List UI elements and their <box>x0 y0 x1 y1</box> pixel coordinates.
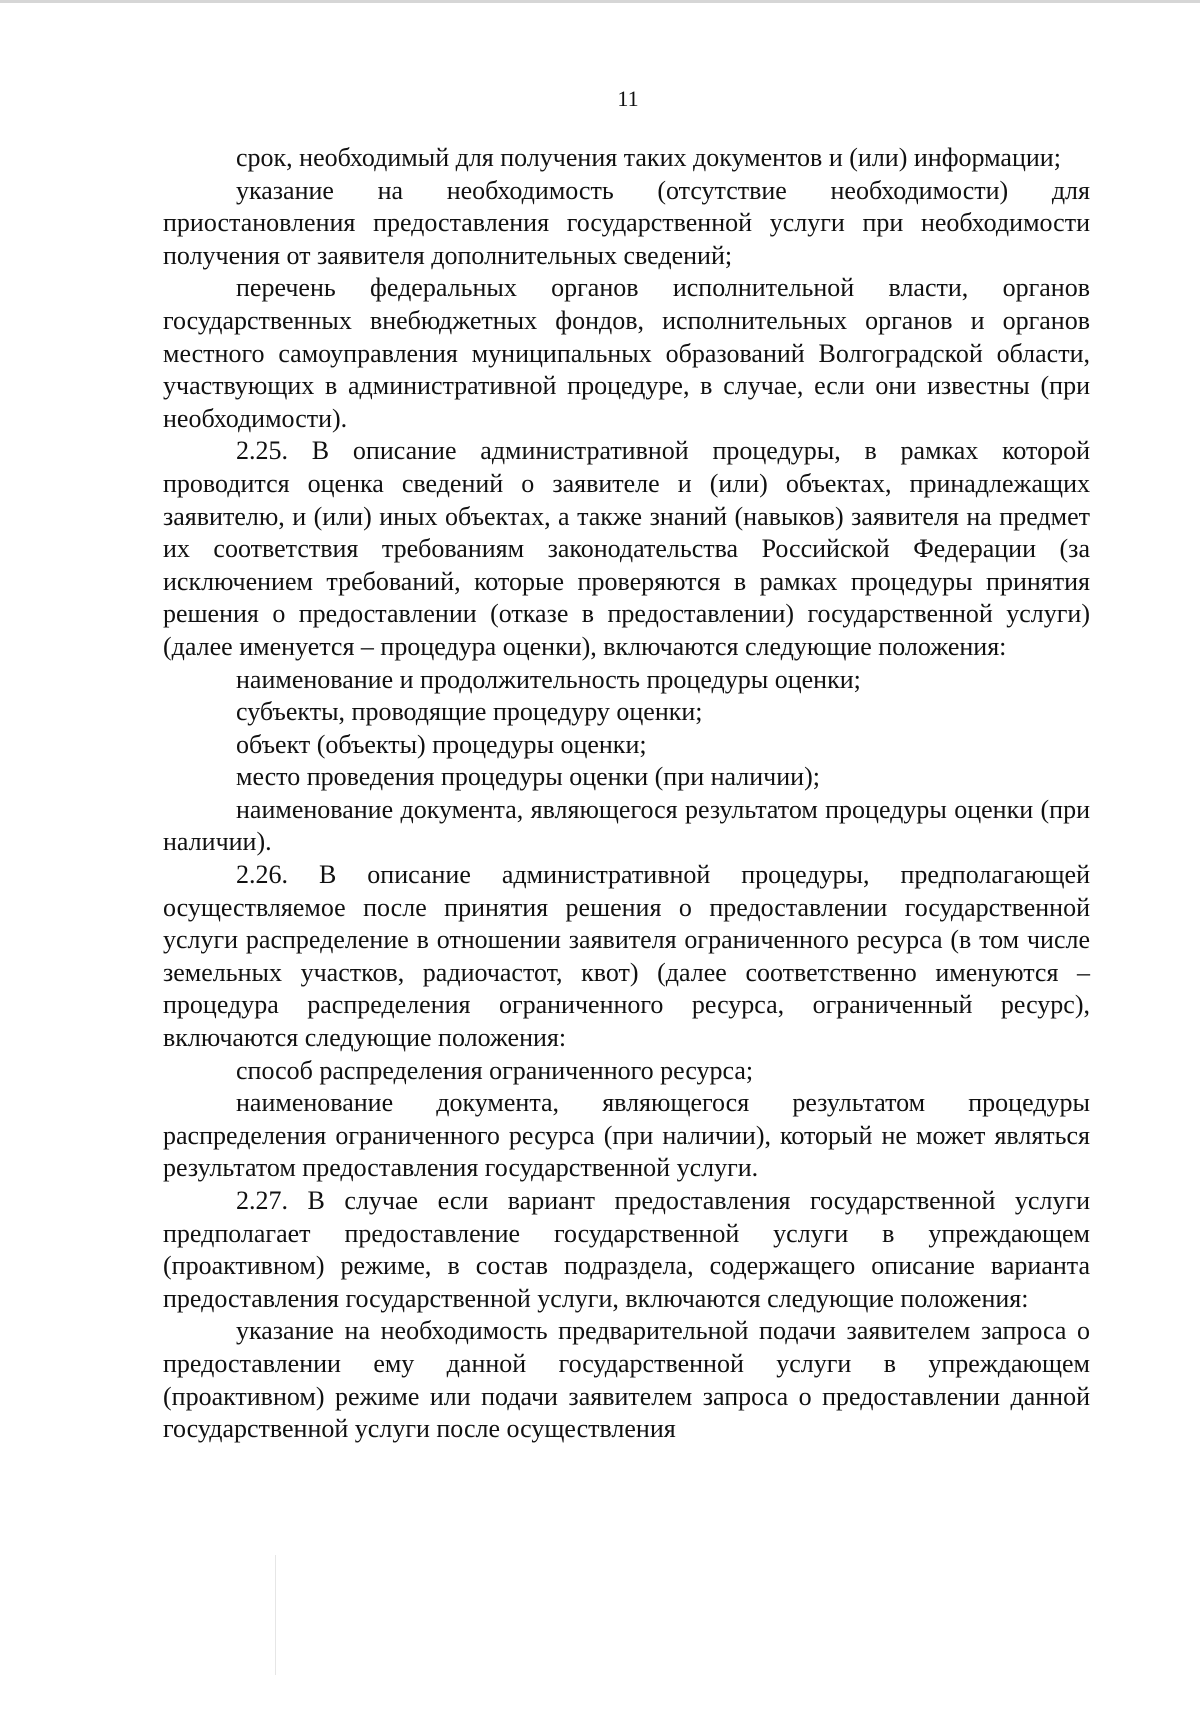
list-item: наименование документа, являющегося результатом процедуры распределения ограниченного ресурса (при наличии), который не может являться результатом предоставления государственной услуги. <box>163 1088 1090 1183</box>
list-item: наименование и продолжительность процедуры оценки; <box>236 664 861 694</box>
document-body <box>163 142 1090 1446</box>
list-item: способ распределения ограниченного ресурса; <box>236 1055 754 1085</box>
scan-top-edge <box>0 0 1200 3</box>
scan-artifact-line <box>275 1555 276 1675</box>
paragraph: указание на необходимость (отсутствие необходимости) для приостановления предоставления государственной услуги при необходимости получения от заявителя дополнительных сведений; <box>163 175 1090 270</box>
section-2-27-paragraph: 2.27. В случае если вариант предоставления государственной услуги предполагает предоставление государственной услуги в упреждающем (проактивном) режиме, в состав подраздела, содержащего описание варианта предоставления государственной услуги, включаются следующие положения: <box>163 1186 1090 1313</box>
paragraph: срок, необходимый для получения таких документов и (или) информации; <box>236 143 1061 172</box>
section-2-25-paragraph: 2.25. В описание административной процедуры, в рамках которой проводится оценка сведений о заявителе и (или) объектах, принадлежащих заявителю, и (или) иных объектах, а также знаний (навыков) заявителя на предмет их соответствия требованиям законодательства Российской Федерации (за исключением требований, которые проверяются в рамках процедуры принятия решения о предоставлении (отказе в предоставлении) государственной услуги) (далее именуется – процедура оценки), включаются следующие положения: <box>163 436 1090 661</box>
list-item: указание на необходимость предварительной подачи заявителем запроса о предоставлении ему данной государственной услуги в упреждающем (проактивном) режиме или подачи заявителем запроса о предоставлении данной государственной услуги после осуществления <box>163 1316 1090 1444</box>
paragraph: перечень федеральных органов исполнительной власти, органов государственных внебюджетных фондов, исполнительных органов и органов местного самоуправления муниципальных образований Волгоградской области, участвующих в административной процедуре, в случае, если они известны (при необходимости). <box>163 273 1090 433</box>
list-item: субъекты, проводящие процедуру оценки; <box>236 697 703 727</box>
list-item: место проведения процедуры оценки (при наличии); <box>236 762 820 792</box>
list-item: объект (объекты) процедуры оценки; <box>236 729 647 759</box>
list-item: наименование документа, являющегося результатом процедуры оценки (при наличии). <box>163 794 1090 857</box>
section-2-26-paragraph: 2.26. В описание административной процедуры, предполагающей осуществляемое после принятия решения о предоставлении государственной услуги распределение в отношении заявителя ограниченного ресурса (в том числе земельных участков, радиочастот, квот) (далее соответственно именуются – процедура распределения ограниченного ресурса, ограниченный ресурс), включаются следующие положения: <box>163 860 1090 1053</box>
page-number: 11 <box>617 86 639 111</box>
